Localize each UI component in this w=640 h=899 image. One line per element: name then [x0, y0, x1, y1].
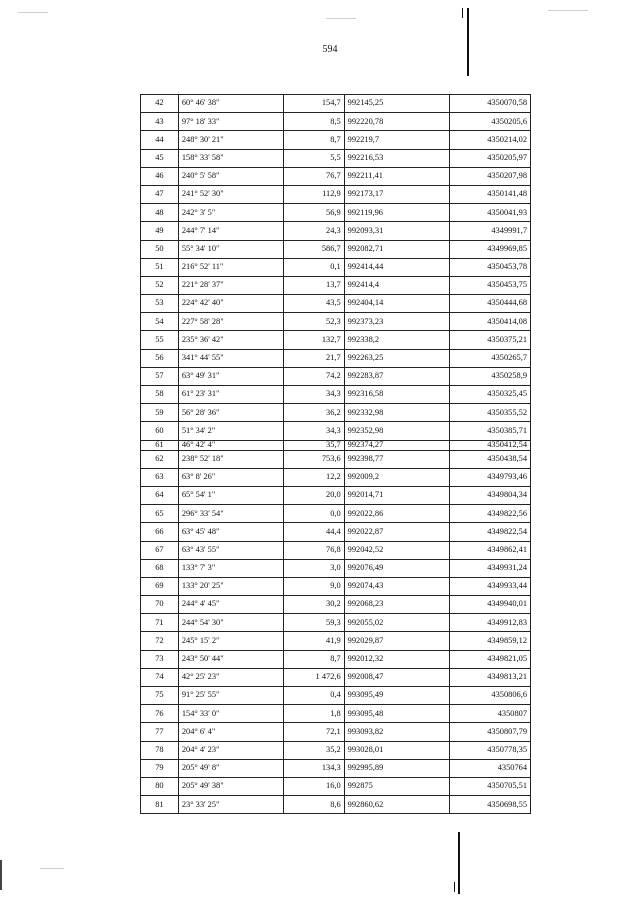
table-row: [141, 149, 531, 167]
y-coordinate-cell: 4349793,46: [450, 468, 531, 486]
x-coordinate-cell: 992283,87: [344, 367, 449, 385]
table-row: [141, 486, 531, 504]
table-row: [141, 440, 531, 450]
x-coordinate-cell: 992373,23: [344, 313, 449, 331]
point-number-cell: 79: [141, 759, 179, 777]
distance-cell: 20,0: [284, 486, 344, 504]
table-row: [141, 167, 531, 185]
y-coordinate-cell: 4350325,45: [450, 386, 531, 404]
x-coordinate-cell: 992022,87: [344, 523, 449, 541]
y-coordinate-cell: 4350205,6: [450, 113, 531, 131]
point-number-cell: 44: [141, 131, 179, 149]
bearing-cell: 63° 43' 55": [178, 541, 283, 559]
binding-margin-line: [454, 882, 455, 892]
distance-cell: 34,3: [284, 422, 344, 440]
bearing-cell: 216° 52' 11": [178, 258, 283, 276]
bearing-cell: 241° 52' 30": [178, 185, 283, 203]
distance-cell: 8,7: [284, 131, 344, 149]
distance-cell: 72,1: [284, 723, 344, 741]
y-coordinate-cell: 4349991,7: [450, 222, 531, 240]
distance-cell: 16,0: [284, 777, 344, 795]
table-row: [141, 313, 531, 331]
point-number-cell: 56: [141, 349, 179, 367]
distance-cell: 9,0: [284, 577, 344, 595]
y-coordinate-cell: 4350438,54: [450, 450, 531, 468]
point-number-cell: 73: [141, 650, 179, 668]
point-number-cell: 52: [141, 276, 179, 294]
table-row: [141, 523, 531, 541]
bearing-cell: 91° 25' 55": [178, 687, 283, 705]
bearing-cell: 221° 28' 37": [178, 276, 283, 294]
point-number-cell: 65: [141, 505, 179, 523]
distance-cell: 41,9: [284, 632, 344, 650]
bearing-cell: 97° 18' 33": [178, 113, 283, 131]
bearing-cell: 341° 44' 55": [178, 349, 283, 367]
point-number-cell: 70: [141, 596, 179, 614]
table-row: [141, 505, 531, 523]
y-coordinate-cell: 4350041,93: [450, 204, 531, 222]
bearing-cell: 23° 33' 25": [178, 796, 283, 814]
x-coordinate-cell: 993093,82: [344, 723, 449, 741]
point-number-cell: 66: [141, 523, 179, 541]
page-number: 594: [322, 44, 338, 55]
y-coordinate-cell: 4350355,52: [450, 404, 531, 422]
bearing-cell: 244° 4' 45": [178, 596, 283, 614]
distance-cell: 8,7: [284, 650, 344, 668]
table-row: [141, 559, 531, 577]
y-coordinate-cell: 4350778,35: [450, 741, 531, 759]
binding-margin-line: [458, 832, 460, 894]
point-number-cell: 60: [141, 422, 179, 440]
point-number-cell: 49: [141, 222, 179, 240]
y-coordinate-cell: 4350258,9: [450, 367, 531, 385]
distance-cell: 76,8: [284, 541, 344, 559]
distance-cell: 43,5: [284, 295, 344, 313]
distance-cell: 8,6: [284, 796, 344, 814]
y-coordinate-cell: 4350807,79: [450, 723, 531, 741]
point-number-cell: 51: [141, 258, 179, 276]
y-coordinate-cell: 4349804,34: [450, 486, 531, 504]
table-row: [141, 759, 531, 777]
table-row: [141, 240, 531, 258]
table-row: [141, 131, 531, 149]
scan-artifact: [326, 18, 356, 19]
distance-cell: 30,2: [284, 596, 344, 614]
table-row: [141, 705, 531, 723]
y-coordinate-cell: 4350141,48: [450, 185, 531, 203]
y-coordinate-cell: 4350385,71: [450, 422, 531, 440]
distance-cell: 154,7: [284, 95, 344, 113]
y-coordinate-cell: 4350806,6: [450, 687, 531, 705]
bearing-cell: 248° 30' 21": [178, 131, 283, 149]
x-coordinate-cell: 992074,43: [344, 577, 449, 595]
bearing-cell: 55° 34' 10": [178, 240, 283, 258]
x-coordinate-cell: 993095,49: [344, 687, 449, 705]
table-row: [141, 632, 531, 650]
table-row: [141, 614, 531, 632]
distance-cell: 0,4: [284, 687, 344, 705]
page-edge-shadow: [0, 860, 2, 890]
x-coordinate-cell: 992374,27: [344, 440, 449, 450]
distance-cell: 52,3: [284, 313, 344, 331]
y-coordinate-cell: 4350705,51: [450, 777, 531, 795]
distance-cell: 0,0: [284, 505, 344, 523]
bearing-cell: 204° 6' 4": [178, 723, 283, 741]
distance-cell: 56,9: [284, 204, 344, 222]
x-coordinate-cell: 992414,4: [344, 276, 449, 294]
y-coordinate-cell: 4350412,54: [450, 440, 531, 450]
scan-artifact: [40, 868, 64, 869]
x-coordinate-cell: 992173,17: [344, 185, 449, 203]
x-coordinate-cell: 992404,14: [344, 295, 449, 313]
x-coordinate-cell: 992995,89: [344, 759, 449, 777]
distance-cell: 134,3: [284, 759, 344, 777]
y-coordinate-cell: 4349969,85: [450, 240, 531, 258]
y-coordinate-cell: 4350414,08: [450, 313, 531, 331]
point-number-cell: 69: [141, 577, 179, 595]
bearing-cell: 42° 25' 23": [178, 668, 283, 686]
table-row: [141, 95, 531, 113]
scan-artifact: [548, 10, 588, 11]
y-coordinate-cell: 4350444,68: [450, 295, 531, 313]
distance-cell: 0,1: [284, 258, 344, 276]
point-number-cell: 47: [141, 185, 179, 203]
point-number-cell: 62: [141, 450, 179, 468]
x-coordinate-cell: 992332,98: [344, 404, 449, 422]
x-coordinate-cell: 992082,71: [344, 240, 449, 258]
bearing-cell: 56° 28' 36": [178, 404, 283, 422]
point-number-cell: 53: [141, 295, 179, 313]
y-coordinate-cell: 4350214,02: [450, 131, 531, 149]
distance-cell: 24,3: [284, 222, 344, 240]
table-row: [141, 185, 531, 203]
point-number-cell: 63: [141, 468, 179, 486]
point-number-cell: 77: [141, 723, 179, 741]
bearing-cell: 133° 7' 3": [178, 559, 283, 577]
distance-cell: 1,8: [284, 705, 344, 723]
table-row: [141, 468, 531, 486]
point-number-cell: 71: [141, 614, 179, 632]
x-coordinate-cell: 992068,23: [344, 596, 449, 614]
distance-cell: 8,5: [284, 113, 344, 131]
table-row: [141, 258, 531, 276]
point-number-cell: 76: [141, 705, 179, 723]
table-row: [141, 596, 531, 614]
table-row: [141, 386, 531, 404]
y-coordinate-cell: 4350698,55: [450, 796, 531, 814]
distance-cell: 5,5: [284, 149, 344, 167]
table-row: [141, 349, 531, 367]
x-coordinate-cell: 992012,32: [344, 650, 449, 668]
point-number-cell: 54: [141, 313, 179, 331]
point-number-cell: 80: [141, 777, 179, 795]
table-row: [141, 541, 531, 559]
table-row: [141, 687, 531, 705]
bearing-cell: 205° 49' 8": [178, 759, 283, 777]
bearing-cell: 61° 23' 31": [178, 386, 283, 404]
point-number-cell: 78: [141, 741, 179, 759]
distance-cell: 112,9: [284, 185, 344, 203]
x-coordinate-cell: 992398,77: [344, 450, 449, 468]
point-number-cell: 43: [141, 113, 179, 131]
bearing-cell: 158° 33' 58": [178, 149, 283, 167]
bearing-cell: 46° 42' 4": [178, 440, 283, 450]
table-row: [141, 723, 531, 741]
distance-cell: 1 472,6: [284, 668, 344, 686]
point-number-cell: 64: [141, 486, 179, 504]
bearing-cell: 240° 5' 58": [178, 167, 283, 185]
distance-cell: 36,2: [284, 404, 344, 422]
x-coordinate-cell: 992009,2: [344, 468, 449, 486]
distance-cell: 76,7: [284, 167, 344, 185]
y-coordinate-cell: 4349822,56: [450, 505, 531, 523]
point-number-cell: 58: [141, 386, 179, 404]
bearing-cell: 60° 46' 38": [178, 95, 283, 113]
bearing-cell: 63° 49' 31": [178, 367, 283, 385]
distance-cell: 132,7: [284, 331, 344, 349]
table-row: [141, 222, 531, 240]
x-coordinate-cell: 992042,52: [344, 541, 449, 559]
y-coordinate-cell: 4350070,58: [450, 95, 531, 113]
bearing-cell: 244° 7' 14": [178, 222, 283, 240]
table-row: [141, 668, 531, 686]
x-coordinate-cell: 992076,49: [344, 559, 449, 577]
x-coordinate-cell: 992316,58: [344, 386, 449, 404]
point-number-cell: 67: [141, 541, 179, 559]
distance-cell: 12,2: [284, 468, 344, 486]
table-row: [141, 422, 531, 440]
y-coordinate-cell: 4350205,97: [450, 149, 531, 167]
bearing-cell: 63° 45' 48": [178, 523, 283, 541]
x-coordinate-cell: 992338,2: [344, 331, 449, 349]
coordinates-table: [140, 94, 531, 814]
table-row: [141, 331, 531, 349]
x-coordinate-cell: 992219,7: [344, 131, 449, 149]
point-number-cell: 50: [141, 240, 179, 258]
x-coordinate-cell: 992029,87: [344, 632, 449, 650]
x-coordinate-cell: 993095,48: [344, 705, 449, 723]
bearing-cell: 227° 58' 28": [178, 313, 283, 331]
point-number-cell: 55: [141, 331, 179, 349]
x-coordinate-cell: 992119,96: [344, 204, 449, 222]
table-row: [141, 204, 531, 222]
x-coordinate-cell: 992014,71: [344, 486, 449, 504]
point-number-cell: 48: [141, 204, 179, 222]
coordinates-table-body: [141, 95, 531, 814]
bearing-cell: 65° 54' 1": [178, 486, 283, 504]
x-coordinate-cell: 992145,25: [344, 95, 449, 113]
point-number-cell: 61: [141, 440, 179, 450]
y-coordinate-cell: 4349859,12: [450, 632, 531, 650]
x-coordinate-cell: 993028,01: [344, 741, 449, 759]
point-number-cell: 72: [141, 632, 179, 650]
distance-cell: 74,2: [284, 367, 344, 385]
distance-cell: 35,7: [284, 440, 344, 450]
scan-artifact: [18, 12, 48, 13]
y-coordinate-cell: 4349821,05: [450, 650, 531, 668]
bearing-cell: 245° 15' 2": [178, 632, 283, 650]
x-coordinate-cell: 992414,44: [344, 258, 449, 276]
y-coordinate-cell: 4350453,78: [450, 258, 531, 276]
y-coordinate-cell: 4350807: [450, 705, 531, 723]
bearing-cell: 205° 49' 38": [178, 777, 283, 795]
table-row: [141, 113, 531, 131]
bearing-cell: 296° 33' 54": [178, 505, 283, 523]
y-coordinate-cell: 4349813,21: [450, 668, 531, 686]
bearing-cell: 63° 8' 26": [178, 468, 283, 486]
bearing-cell: 204° 4' 23": [178, 741, 283, 759]
x-coordinate-cell: 992352,98: [344, 422, 449, 440]
table-row: [141, 295, 531, 313]
table-row: [141, 777, 531, 795]
y-coordinate-cell: 4350764: [450, 759, 531, 777]
bearing-cell: 243° 50' 44": [178, 650, 283, 668]
x-coordinate-cell: 992875: [344, 777, 449, 795]
x-coordinate-cell: 992008,47: [344, 668, 449, 686]
distance-cell: 59,3: [284, 614, 344, 632]
x-coordinate-cell: 992022,86: [344, 505, 449, 523]
table-row: [141, 276, 531, 294]
x-coordinate-cell: 992211,41: [344, 167, 449, 185]
y-coordinate-cell: 4349862,41: [450, 541, 531, 559]
point-number-cell: 75: [141, 687, 179, 705]
bearing-cell: 242° 3' 5": [178, 204, 283, 222]
y-coordinate-cell: 4350265,7: [450, 349, 531, 367]
bearing-cell: 224° 42' 40": [178, 295, 283, 313]
binding-margin-line: [462, 8, 463, 18]
bearing-cell: 238° 52' 18": [178, 450, 283, 468]
distance-cell: 35,2: [284, 741, 344, 759]
x-coordinate-cell: 992220,78: [344, 113, 449, 131]
bearing-cell: 51° 34' 2": [178, 422, 283, 440]
distance-cell: 586,7: [284, 240, 344, 258]
x-coordinate-cell: 992860,62: [344, 796, 449, 814]
y-coordinate-cell: 4350453,75: [450, 276, 531, 294]
bearing-cell: 235° 36' 42": [178, 331, 283, 349]
y-coordinate-cell: 4349933,44: [450, 577, 531, 595]
y-coordinate-cell: 4349940,01: [450, 596, 531, 614]
x-coordinate-cell: 992055,02: [344, 614, 449, 632]
point-number-cell: 45: [141, 149, 179, 167]
y-coordinate-cell: 4349912,83: [450, 614, 531, 632]
distance-cell: 753,6: [284, 450, 344, 468]
table-row: [141, 367, 531, 385]
point-number-cell: 68: [141, 559, 179, 577]
table-row: [141, 796, 531, 814]
table-row: [141, 404, 531, 422]
y-coordinate-cell: 4350207,98: [450, 167, 531, 185]
distance-cell: 44,4: [284, 523, 344, 541]
table-row: [141, 650, 531, 668]
point-number-cell: 57: [141, 367, 179, 385]
x-coordinate-cell: 992216,53: [344, 149, 449, 167]
distance-cell: 3,0: [284, 559, 344, 577]
x-coordinate-cell: 992263,25: [344, 349, 449, 367]
distance-cell: 13,7: [284, 276, 344, 294]
x-coordinate-cell: 992093,31: [344, 222, 449, 240]
table-row: [141, 577, 531, 595]
bearing-cell: 154° 33' 0": [178, 705, 283, 723]
y-coordinate-cell: 4350375,21: [450, 331, 531, 349]
point-number-cell: 46: [141, 167, 179, 185]
y-coordinate-cell: 4349822,54: [450, 523, 531, 541]
point-number-cell: 81: [141, 796, 179, 814]
binding-margin-line: [467, 8, 469, 76]
bearing-cell: 133° 20' 25": [178, 577, 283, 595]
bearing-cell: 244° 54' 30": [178, 614, 283, 632]
table-row: [141, 450, 531, 468]
y-coordinate-cell: 4349931,24: [450, 559, 531, 577]
point-number-cell: 59: [141, 404, 179, 422]
distance-cell: 21,7: [284, 349, 344, 367]
point-number-cell: 42: [141, 95, 179, 113]
point-number-cell: 74: [141, 668, 179, 686]
table-row: [141, 741, 531, 759]
distance-cell: 34,3: [284, 386, 344, 404]
